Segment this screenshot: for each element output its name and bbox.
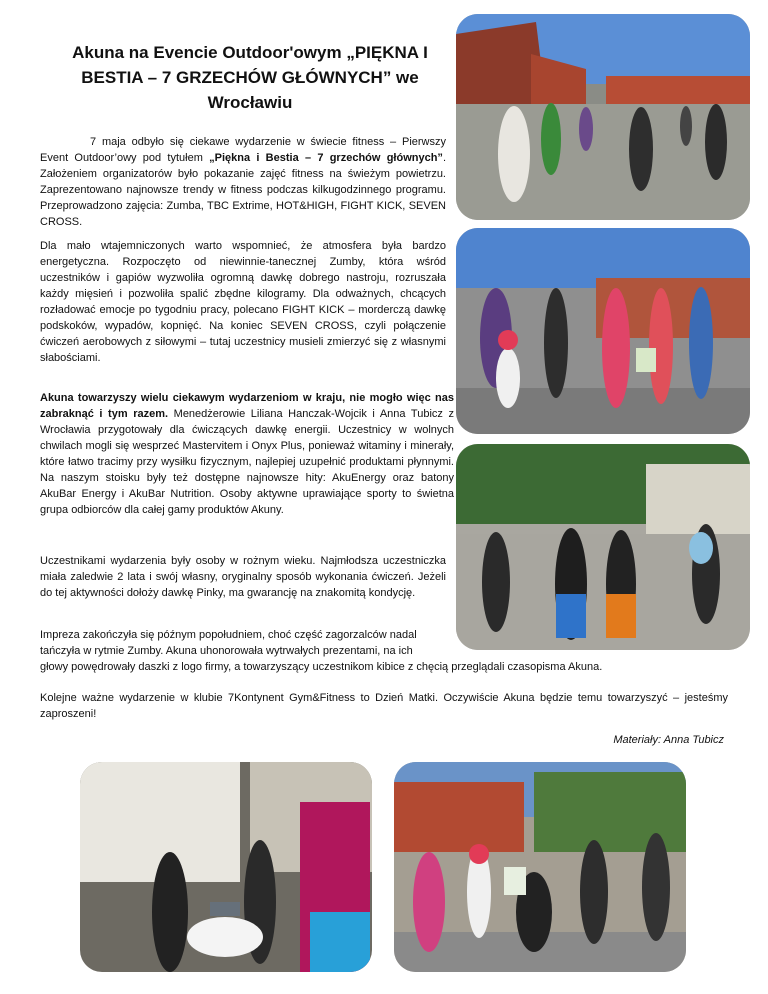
photo-group-prizes <box>394 762 686 972</box>
photo-akuna-stand <box>80 762 372 972</box>
paragraph-ending-a: Impreza zakończyła się późnym popołudniem, choć część zagorzalców nadal tańczyła w rytmie Zumby. Akuna uhonorowała wytrwałych prezentami, na ich <box>40 629 417 657</box>
paragraph-atmosphere: Dla mało wtajemniczonych warto wspomnieć, że atmosfera była bardzo energetyczna. Rozpoczęto od niewinnie-tanecznej Zumby, która wśród uczestników i gapiów wyzwoliła ogromną dawkę dobrego nastroju, rozruszała każdy mięsień i pozwoliła spalić zbędne kilogramy. Dla odważnych, chcących rozładować emocje po tygodniu pracy, polecano FIGHT KICK – morderczą dawkę podskoków, wypadów, kopnięć. Na koniec SEVEN CROSS, czyli połączenie ćwiczeń aerobowych z siłowymi – tutaj uczestnicy musieli zmierzyć się z własnymi słabościami. <box>40 240 446 364</box>
intro-text-c: . Założeniem organizatorów było pokazanie zajęć fitness na świeżym powietrzu. Zaprezentowano najnowsze trendy w fitness podczas kilkugodzinnego programu. Przeprowadzono zajęcia: Zumba, TBC Extrime, HOT&HIGH, FIGHT KICK, SEVEN CROSS. <box>40 152 446 228</box>
paragraph-participants: Uczestnikami wydarzenia były osoby w rożnym wieku. Najmłodsza uczestniczka miała zaledwie 2 lata i swój własny, oryginalny sposób wykonania ćwiczeń. Jeżeli do tej aktywności dołoży dawkę Pinky, ma gwarancję na znakomitą kondycję. <box>40 555 446 599</box>
paragraph-akuna <box>40 390 454 518</box>
akuna-lead: Akuna towarzyszy wielu ciekawym wydarzeniom w kraju, nie mogło więc nas zabraknąć i tym razem. <box>40 392 454 420</box>
article-title: Akuna na Evencie Outdoor'owym „PIĘKNA I BESTIA – 7 GRZECHÓW GŁÓWNYCH” we Wrocławiu <box>72 43 428 112</box>
intro-text-a: 7 maja odbyło się ciekawe wydarzenie w świecie fitness – Pierwszy Event Outdoor’owy pod tytułem <box>40 136 446 164</box>
paragraph-next-event: Kolejne ważne wydarzenie w klubie 7Kontynent Gym&Fitness to Dzień Matki. Oczywiście Akuna będzie temu towarzyszyć – jesteśmy zaproszeni! <box>40 692 728 720</box>
photo-zumba-plaza <box>456 14 750 220</box>
photo-credit: Materiały: Anna Tubicz <box>613 734 724 746</box>
paragraph-ending-b: głowy powędrowały daszki z logo firmy, a towarzyszący uczestnikom kibice z chęcią przeglądali czasopisma Akuna. <box>40 661 603 673</box>
photo-dancers-park <box>456 444 750 650</box>
photo-group-child <box>456 228 750 434</box>
event-name: „Piękna i Bestia – 7 grzechów głównych” <box>209 152 443 164</box>
akuna-text: Menedżerowie Liliana Hanczak-Wojcik i Anna Tubicz z Wrocławia przygotowały dla ćwiczących dawkę energii. Uczestnicy w wolnych chwilach mogli się wesprzeć Mastervitem i Onyx Plus, ponieważ witaminy i minerały, które łatwo tracimy przy wysiłku fizycznym, najlepiej uzupełnić produktami płynnymi. Na naszym stoisku były też dostępne najnowsze hity: AkuEnergy oraz batony AkuBar Energy i AkuBar Nutrition. Osoby aktywne uprawiające sporty to świetna grupa odbiorców dla całej gamy produktów Akuny. <box>40 408 455 516</box>
paragraph-intro <box>40 134 446 230</box>
